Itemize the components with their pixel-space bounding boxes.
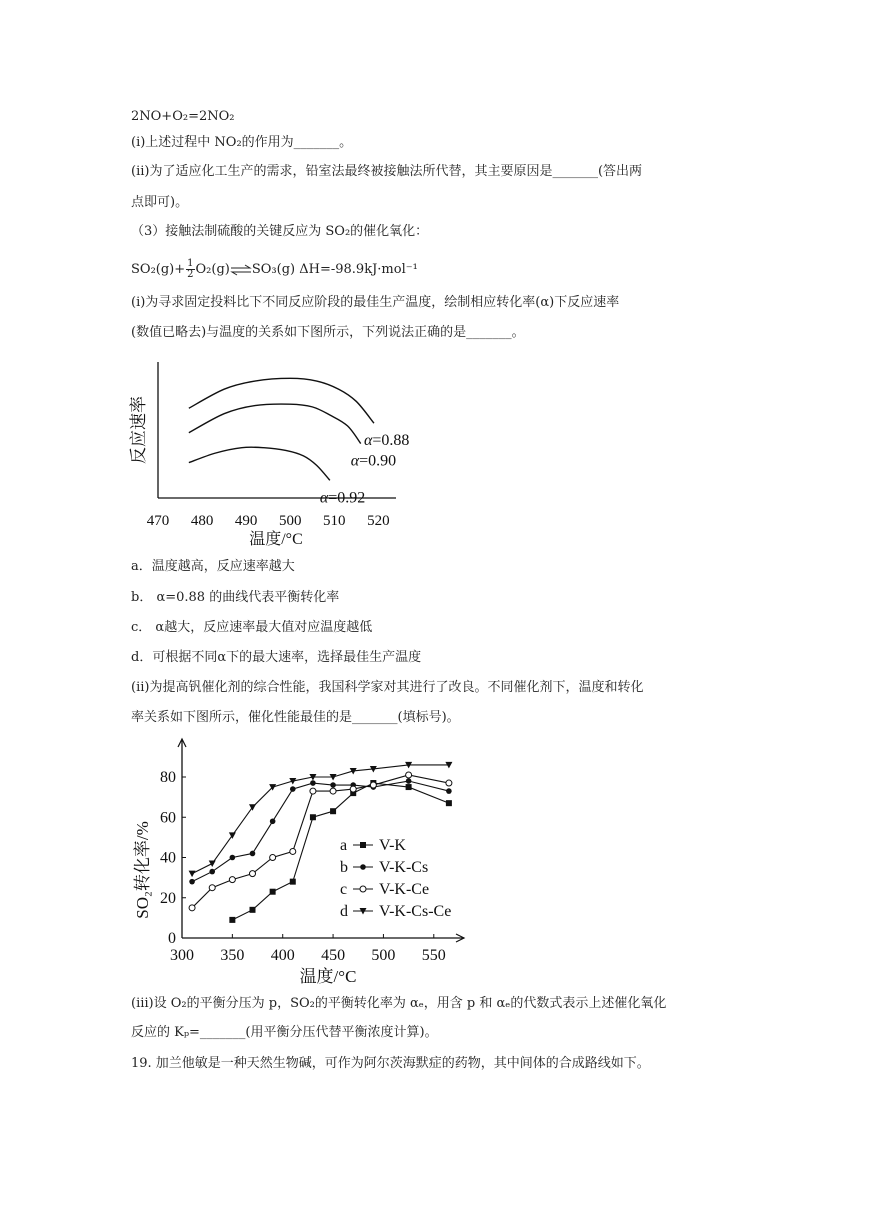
x-tick-label: 480: [190, 513, 214, 529]
question-line: (ⅰ)为寻求固定投料比下不同反应阶段的最佳生产温度，绘制相应转化率(α)下反应速率: [131, 295, 620, 310]
data-point-d: [189, 871, 196, 878]
data-point-c: [209, 885, 215, 891]
data-point-b: [230, 855, 236, 861]
reaction-equation-no: 2NO+O₂=2NO₂: [131, 109, 235, 124]
data-point-b: [446, 788, 452, 794]
question-line: (ⅲ)设 O₂的平衡分压为 p，SO₂的平衡转化率为 αₑ，用含 p 和 αₑ的代数式表示上述催化氧化: [131, 996, 667, 1011]
legend-entry: V-K: [379, 837, 406, 854]
y-tick-label: 40: [160, 849, 176, 867]
x-axis-label: 温度/°C: [249, 531, 303, 548]
data-point-c: [270, 855, 276, 861]
x-tick-label: 400: [270, 947, 295, 964]
question-line: 率关系如下图所示，催化性能最佳的是_______(填标号)。: [131, 710, 460, 725]
data-point-c: [406, 772, 412, 778]
data-point-a: [229, 917, 235, 923]
data-point-a: [250, 907, 256, 913]
legend-entry: V-K-Ce: [379, 881, 430, 898]
option-b: b． α=0.88 的曲线代表平衡转化率: [131, 590, 340, 605]
rate-vs-temperature-chart: [126, 350, 411, 553]
x-tick-label: 470: [146, 513, 170, 529]
y-axis-label: SO₂转化率/%: [133, 821, 152, 919]
data-point-c: [370, 782, 376, 788]
question-line: (ⅰ)上述过程中 NO₂的作用为_______。: [131, 135, 353, 150]
question-line: （3）接触法制硫酸的关键反应为 SO₂的催化氧化：: [131, 224, 429, 239]
x-tick-label: 450: [321, 947, 346, 964]
option-c: c． α越大，反应速率最大值对应温度越低: [131, 620, 373, 635]
legend-letter: d: [340, 903, 348, 920]
legend-marker-icon: [360, 864, 366, 870]
equation-mid: O₂(g): [195, 262, 230, 277]
y-tick-label: 60: [160, 809, 176, 827]
x-tick-label: 510: [323, 513, 346, 529]
data-point-d: [209, 861, 216, 868]
data-point-a: [406, 784, 412, 790]
x-tick-label: 500: [371, 947, 396, 964]
legend-letter: c: [340, 881, 348, 898]
data-point-a: [330, 808, 336, 814]
fraction-denominator: 2: [187, 269, 194, 280]
data-point-a: [290, 879, 296, 885]
y-axis-label: 反应速率: [129, 396, 148, 464]
legend-entry: V-K-Cs: [379, 859, 429, 876]
x-axis-label: 温度/°C: [299, 967, 357, 986]
data-point-b: [406, 778, 412, 784]
so2-oxidation-equation: [131, 259, 418, 280]
data-point-b: [250, 851, 256, 857]
data-point-b: [330, 782, 336, 788]
curve-3: [189, 447, 330, 480]
equation-rhs: SO₃(g) ΔH=-98.9kJ·mol⁻¹: [251, 262, 418, 277]
legend-marker-icon: [360, 886, 366, 892]
x-tick-label: 350: [220, 947, 245, 964]
fraction-numerator: 1: [187, 258, 194, 269]
y-tick-label: 80: [160, 769, 176, 786]
question-line: (ⅱ)为提高钒催化剂的综合性能，我国科学家对其进行了改良。不同催化剂下，温度和转化: [131, 680, 644, 695]
legend-entry: V-K-Cs-Ce: [379, 903, 452, 920]
x-tick-label: 300: [170, 947, 194, 964]
data-point-a: [310, 814, 316, 820]
data-point-c: [290, 848, 296, 854]
y-tick-label: 0: [168, 930, 176, 947]
equilibrium-arrow-icon: [230, 264, 252, 276]
question-line: (ⅱ)为了适应化工生产的需求，铅室法最终被接触法所代替，其主要原因是_______(答出两: [131, 164, 643, 179]
data-point-c: [310, 788, 316, 794]
data-point-b: [270, 818, 276, 824]
x-tick-label: 490: [234, 513, 258, 529]
data-point-c: [250, 871, 256, 877]
option-a: a．温度越高，反应速率越大: [131, 559, 295, 574]
data-point-c: [350, 786, 356, 792]
x-tick-label: 550: [421, 947, 446, 964]
x-tick-label: 520: [367, 513, 390, 529]
legend-marker-icon: [360, 842, 366, 848]
data-point-a: [446, 800, 452, 806]
data-point-c: [189, 905, 195, 911]
data-point-c: [330, 788, 336, 794]
equation-lhs: SO₂(g)+: [131, 262, 186, 277]
data-point-b: [209, 869, 215, 875]
legend-letter: a: [340, 837, 348, 854]
curve-label-3: α=0.92: [319, 489, 366, 507]
question-line: (数值已略去)与温度的关系如下图所示，下列说法正确的是_______。: [131, 325, 525, 340]
question-line: 点即可)。: [131, 195, 189, 210]
x-tick-label: 500: [278, 513, 302, 529]
curve-label-1: α=0.88: [363, 432, 410, 450]
question-19-intro: 19. 加兰他敏是一种天然生物碱，可作为阿尔茨海默症的药物，其中间体的合成路线如下。: [131, 1056, 650, 1071]
legend-letter: b: [340, 859, 348, 876]
question-line: 反应的 Kₚ=_______(用平衡分压代替平衡浓度计算)。: [131, 1025, 438, 1040]
option-d: d．可根据不同α下的最大速率，选择最佳生产温度: [131, 650, 422, 665]
one-half-fraction: [186, 259, 194, 280]
data-point-a: [270, 889, 276, 895]
data-point-c: [446, 780, 452, 786]
curve-label-2: α=0.90: [350, 452, 397, 470]
data-point-b: [189, 879, 195, 885]
curve-2: [189, 404, 361, 444]
data-point-c: [229, 877, 235, 883]
y-tick-label: 20: [160, 889, 176, 907]
data-point-b: [290, 786, 296, 792]
conversion-vs-temperature-chart: [128, 735, 478, 990]
data-point-b: [310, 780, 316, 786]
